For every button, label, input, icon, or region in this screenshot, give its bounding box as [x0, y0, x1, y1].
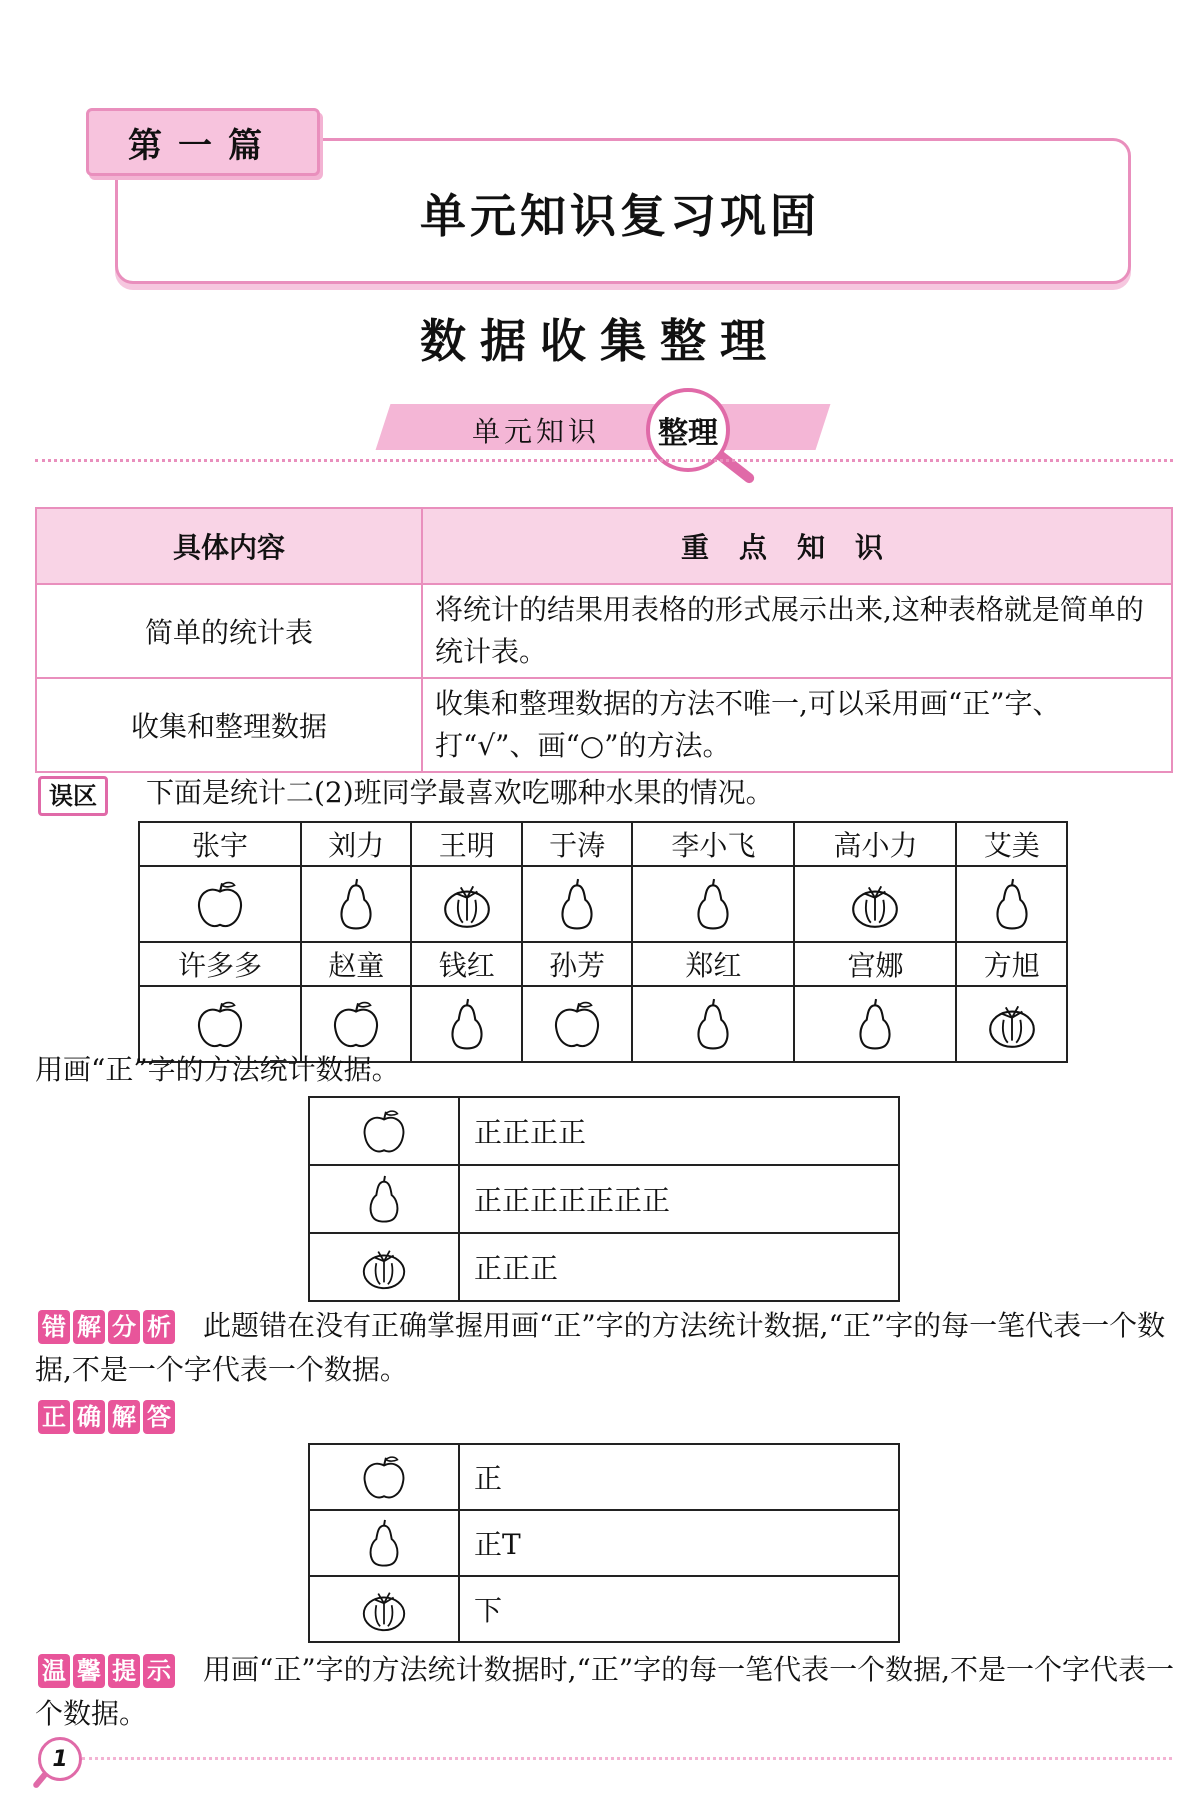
student-name: 李小飞 [632, 822, 794, 866]
tomato-icon [309, 1233, 459, 1301]
tally-marks: 正T [459, 1510, 899, 1576]
tag-char: 确 [73, 1400, 105, 1434]
pear-icon [411, 986, 521, 1062]
pear-icon [301, 866, 411, 942]
table-row [36, 584, 1172, 678]
column-header: 重点知识 [422, 508, 1172, 584]
pear-icon [956, 866, 1067, 942]
tip-text: 用画“正”字的方法统计数据时,“正”字的每一笔代表一个数据,不是一个字代表一个数据。 [35, 1653, 1175, 1730]
student-name: 高小力 [794, 822, 956, 866]
topic-cell: 简单的统计表 [36, 584, 422, 678]
student-name: 宫娜 [794, 942, 956, 986]
tally-row [309, 1165, 899, 1233]
student-name: 王明 [411, 822, 521, 866]
mistake-tag: 误区 [38, 776, 108, 816]
knowledge-table [35, 507, 1173, 773]
answer-tally-table [308, 1443, 900, 1643]
student-name: 钱红 [411, 942, 521, 986]
fruits-row [139, 866, 1067, 942]
tomato-icon [956, 986, 1067, 1062]
pear-icon [794, 986, 956, 1062]
student-name: 赵童 [301, 942, 411, 986]
tag-char: 解 [108, 1400, 140, 1434]
part-label: 第一篇 [86, 108, 320, 176]
apple-icon [139, 866, 301, 942]
tag-char: 提 [108, 1654, 140, 1688]
tag-char: 温 [38, 1654, 70, 1688]
section-banner [376, 404, 831, 450]
pear-icon [632, 986, 794, 1062]
tally-marks: 正正正正正正正 [459, 1165, 899, 1233]
apple-icon [309, 1444, 459, 1510]
tag-char: 分 [108, 1310, 140, 1344]
tally-marks: 正 [459, 1444, 899, 1510]
pear-icon [632, 866, 794, 942]
student-name: 许多多 [139, 942, 301, 986]
wrong-tally-table [308, 1096, 900, 1302]
student-name: 艾美 [956, 822, 1067, 866]
fruit-survey-table [138, 821, 1068, 1063]
analysis-text: 此题错在没有正确掌握用画“正”字的方法统计数据,“正”字的每一笔代表一个数据,不是一个字代表一个数据。 [35, 1309, 1166, 1386]
tag-char: 示 [143, 1654, 175, 1688]
banner-circle-label: 整理 [658, 416, 718, 451]
pear-icon [309, 1165, 459, 1233]
page-title: 单元知识复习巩固 [420, 189, 820, 243]
table-row [36, 678, 1172, 772]
answer-tag [38, 1400, 178, 1434]
tag-char: 析 [143, 1310, 175, 1344]
student-name: 孙芳 [522, 942, 632, 986]
tally-row [309, 1510, 899, 1576]
topic-cell: 收集和整理数据 [36, 678, 422, 772]
apple-icon [309, 1097, 459, 1165]
student-name: 郑红 [632, 942, 794, 986]
student-name: 刘力 [301, 822, 411, 866]
tag-char: 馨 [73, 1654, 105, 1688]
apple-icon [522, 986, 632, 1062]
names-row [139, 822, 1067, 866]
tomato-icon [794, 866, 956, 942]
section-title: 数据收集整理 [420, 314, 780, 368]
tomato-icon [309, 1576, 459, 1642]
content-cell: 收集和整理数据的方法不唯一,可以采用画“正”字、打“√”、画“○”的方法。 [422, 678, 1172, 772]
tally-marks: 下 [459, 1576, 899, 1642]
pear-icon [522, 866, 632, 942]
divider [35, 459, 1173, 462]
tag-char: 错 [38, 1310, 70, 1344]
tag-char: 正 [38, 1400, 70, 1434]
page-number: 1 [38, 1737, 82, 1781]
tally-row [309, 1233, 899, 1301]
tally-marks: 正正正正 [459, 1097, 899, 1165]
names-row [139, 942, 1067, 986]
tally-row [309, 1576, 899, 1642]
question-prompt: 下面是统计二(2)班同学最喜欢吃哪种水果的情况。 [146, 776, 774, 809]
student-name: 方旭 [956, 942, 1067, 986]
tomato-icon [411, 866, 521, 942]
content-cell: 将统计的结果用表格的形式展示出来,这种表格就是简单的统计表。 [422, 584, 1172, 678]
pear-icon [309, 1510, 459, 1576]
tag-char: 答 [143, 1400, 175, 1434]
tally-marks: 正正正 [459, 1233, 899, 1301]
student-name: 张宇 [139, 822, 301, 866]
footer-divider [82, 1757, 1172, 1760]
column-header: 具体内容 [36, 508, 422, 584]
banner-label: 单元知识 [472, 415, 601, 448]
tag-char: 解 [73, 1310, 105, 1344]
instruction-text: 用画“正”字的方法统计数据。 [35, 1053, 400, 1086]
tally-row [309, 1444, 899, 1510]
student-name: 于涛 [522, 822, 632, 866]
tally-row [309, 1097, 899, 1165]
table-header-row [36, 508, 1172, 584]
